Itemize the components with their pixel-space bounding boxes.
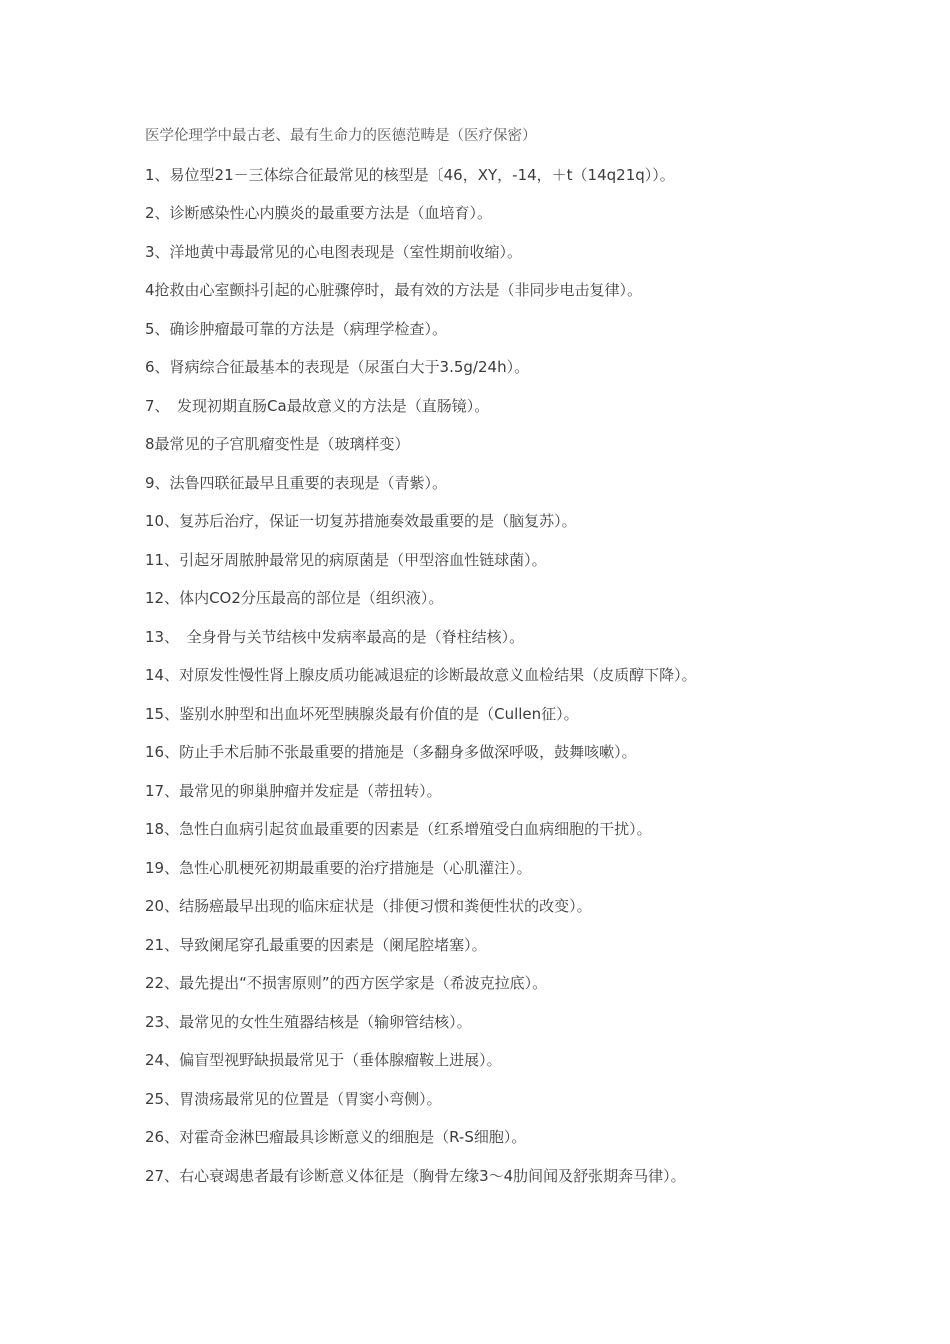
list-item-3: 3、洋地黄中毒最常见的心电图表现是（室性期前收缩）。 <box>145 242 523 261</box>
list-item-17: 17、最常见的卵巢肿瘤并发症是（蒂扭转）。 <box>145 781 442 800</box>
list-item-26: 26、对霍奇金淋巴瘤最具诊断意义的细胞是（R-S细胞）。 <box>145 1128 527 1146</box>
list-item-18: 18、急性白血病引起贫血最重要的因素是（红系增殖受白血病细胞的干扰）。 <box>145 820 652 838</box>
intro-line: 医学伦理学中最古老、最有生命力的医德范畴是（医疗保密） <box>145 128 537 144</box>
list-item-24: 24、偏盲型视野缺损最常见于（垂体腺瘤鞍上进展）。 <box>145 1051 502 1069</box>
list-item-13: 13、 全身骨与关节结核中发病率最高的是（脊柱结核）。 <box>145 627 525 646</box>
list-item-19: 19、急性心肌梗死初期最重要的治疗措施是（心肌灌注）。 <box>145 858 532 877</box>
list-item-1: 1、易位型21－三体综合征最常见的核型是〔46，XY，-14，＋t（14q21q））。 <box>145 165 675 184</box>
list-item-4: 4抢救由心室颤抖引起的心脏骤停时，最有效的方法是（非同步电击复律）。 <box>145 281 643 299</box>
list-item-15: 15、鉴别水肿型和出血坏死型胰腺炎最有价值的是（Cullen征）。 <box>145 704 579 723</box>
list-item-16: 16、防止手术后肺不张最重要的措施是（多翻身多做深呼吸，鼓舞咳嗽）。 <box>145 743 637 761</box>
document-body <box>145 124 925 1202</box>
list-item-9: 9、法鲁四联征最早且重要的表现是（青紫）。 <box>145 473 448 492</box>
list-item-14: 14、对原发性慢性肾上腺皮质功能减退症的诊断最故意义血检结果（皮质醇下降）。 <box>145 666 697 684</box>
list-item-7: 7、 发现初期直肠Ca最故意义的方法是（直肠镜）。 <box>145 396 490 415</box>
list-item-11: 11、引起牙周脓肿最常见的病原菌是（甲型溶血性链球菌）。 <box>145 550 547 569</box>
list-item-20: 20、结肠癌最早出现的临床症状是（排便习惯和粪便性状的改变）。 <box>145 897 592 915</box>
list-item-22: 22、最先提出“不损害原则”的西方医学家是（希波克拉底）。 <box>145 974 548 992</box>
list-item-27: 27、右心衰竭患者最有诊断意义体征是（胸骨左缘3～4肋间闻及舒张期奔马律）。 <box>145 1166 686 1185</box>
list-item-12: 12、体内CO2分压最高的部位是（组织液）。 <box>145 589 444 607</box>
list-item-5: 5、确诊肿瘤最可靠的方法是（病理学检查）。 <box>145 319 448 338</box>
list-item-10: 10、复苏后治疗，保证一切复苏措施奏效最重要的是（脑复苏）。 <box>145 512 577 530</box>
list-item-8: 8最常见的子宫肌瘤变性是（玻璃样变） <box>145 435 410 453</box>
list-item-23: 23、最常见的女性生殖器结核是（输卵管结核）。 <box>145 1012 472 1031</box>
list-item-21: 21、导致阑尾穿孔最重要的因素是（阑尾腔堵塞）。 <box>145 935 487 954</box>
list-item-25: 25、胃溃疡最常见的位置是（胃窦小弯侧）。 <box>145 1089 442 1108</box>
list-item-6: 6、肾病综合征最基本的表现是（尿蛋白大于3.5g/24h）。 <box>145 358 530 376</box>
list-item-2: 2、诊断感染性心内膜炎的最重要方法是（血培育）。 <box>145 204 493 222</box>
